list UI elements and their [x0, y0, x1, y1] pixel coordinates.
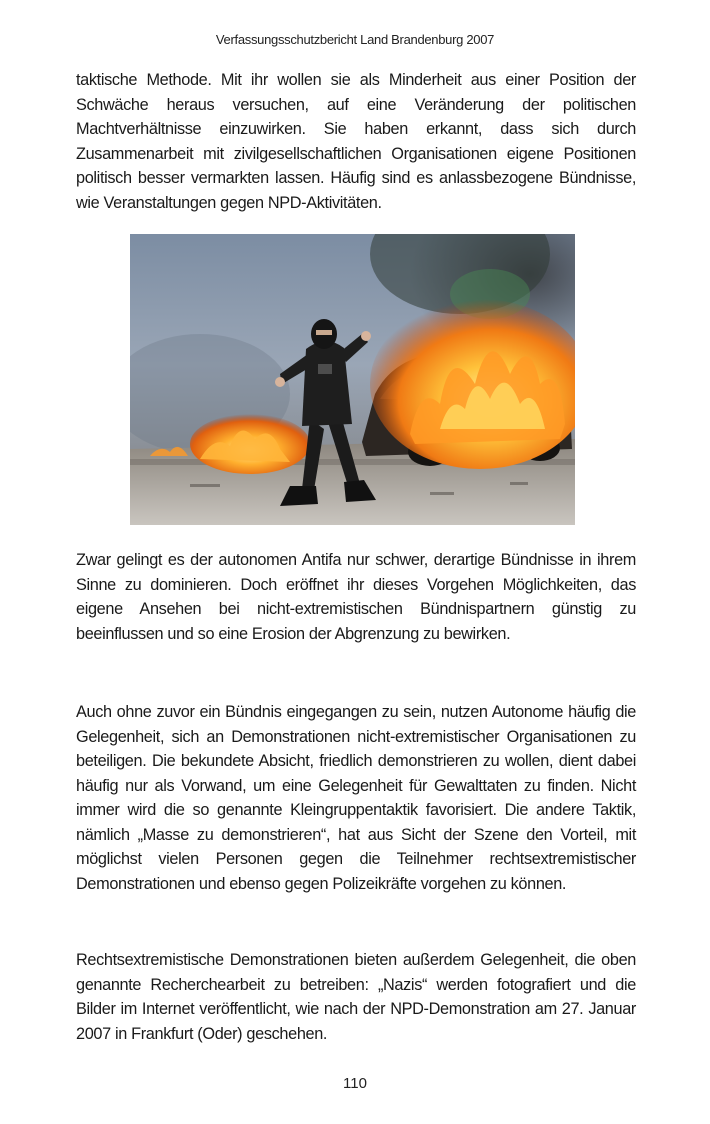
page-number: 110 — [343, 1075, 367, 1092]
paragraph-2: Zwar gelingt es der autonomen Antifa nur schwer, derartige Bündnisse in ihrem Sinne zu dominieren. Doch eröffnet ihr dieses Vorgehen Möglichkeiten, das eigene Ansehen bei nicht-extremistischen Bündnispartnern günstig zu beeinflussen und so eine Erosion der Abgrenzung zu bewirken. — [76, 551, 636, 643]
photo-burning-car — [130, 234, 575, 525]
paragraph-1: taktische Methode. Mit ihr wollen sie als Minderheit aus einer Position der Schwäche heraus versuchen, auf eine Veränderung der politischen Machtverhältnisse einzuwirken. Sie haben erkannt, dass sich durch Zusammenarbeit mit zivilgesellschaftlichen Organisationen eigene Positionen politisch besser vermarkten lassen. Häufig sind es anlassbezogene Bündnisse, wie Veranstaltungen gegen NPD-Aktivitäten. — [76, 71, 636, 212]
running-header: Verfassungsschutzbericht Land Brandenburg 2007 — [215, 32, 495, 47]
paragraph-4: Rechtsextremistische Demonstrationen bieten außerdem Gelegenheit, die oben genannte Recherchearbeit zu betreiben: „Nazis“ werden fotografiert und die Bilder im Internet veröffentlicht, wie nach der NPD-Demonstration am 27. Januar 2007 in Frankfurt (Oder) geschehen. — [76, 951, 636, 1043]
paragraph-3: Auch ohne zuvor ein Bündnis eingegangen zu sein, nutzen Autonome häufig die Gelegenheit, sich an Demonstrationen nicht-extremistischer Organisationen zu beteiligen. Die bekundete Absicht, friedlich demonstrieren zu wollen, dient dabei häufig nur als Vorwand, um eine Gelegenheit für Gewalttaten zu finden. Nicht immer wird die so genannte Kleingruppentaktik favorisiert. Die andere Taktik, nämlich „Masse zu demonstrieren“, hat aus Sicht der Szene den Vorteil, mit möglichst vielen Personen gegen die Teilnehmer rechtsextremistischer Demonstrationen und ebenso gegen Polizeikräfte vorgehen zu können. — [76, 703, 636, 893]
